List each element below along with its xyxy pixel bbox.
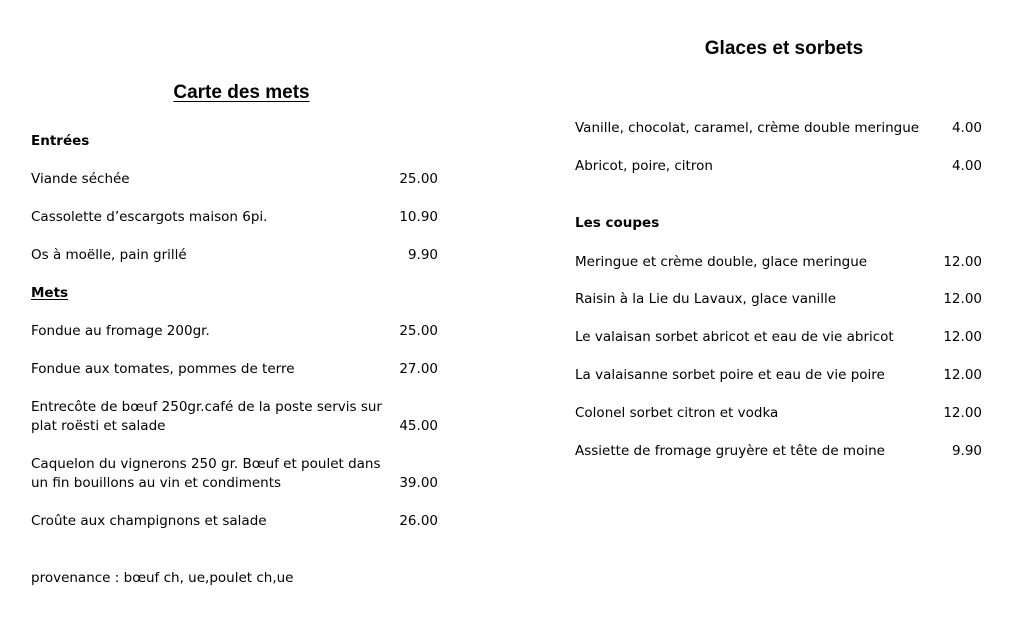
menu-item-name: Le valaisan sorbet abricot et eau de vie abricot	[575, 329, 894, 345]
section-heading-entrees: Entrées	[31, 133, 90, 149]
menu-item-price: 12.00	[943, 291, 982, 307]
menu-item-name: Caquelon du vignerons 250 gr. Bœuf et poulet dans un fin bouillons au vin et condiments	[31, 456, 381, 491]
menu-item-price: 9.90	[951, 443, 982, 459]
page-title-carte: Carte des mets	[173, 82, 310, 103]
menu-item	[575, 253, 982, 272]
section-heading-mets: Mets	[31, 285, 69, 301]
menu-item-name: Fondue au fromage 200gr.	[31, 323, 210, 339]
menu-item-price: 9.90	[407, 247, 438, 263]
menu-item	[31, 455, 438, 493]
menu-item	[31, 170, 438, 189]
menu-item-name: Fondue aux tomates, pommes de terre	[31, 361, 295, 377]
menu-item-name: Croûte aux champignons et salade	[31, 513, 267, 529]
menu-item-price: 45.00	[399, 418, 438, 434]
menu-item	[575, 157, 982, 176]
section-heading-coupes: Les coupes	[575, 215, 660, 231]
menu-item	[575, 366, 982, 385]
menu-item-price: 26.00	[399, 513, 438, 529]
menu-item-name: Os à moëlle, pain grillé	[31, 247, 187, 263]
menu-item-price: 12.00	[943, 254, 982, 270]
menu-item	[575, 119, 982, 138]
menu-item	[31, 246, 438, 265]
menu-item-price: 27.00	[399, 361, 438, 377]
menu-item	[31, 208, 438, 227]
menu-item	[575, 442, 982, 461]
menu-item-name: La valaisanne sorbet poire et eau de vie poire	[575, 367, 885, 383]
menu-item	[575, 404, 982, 423]
menu-item-price: 12.00	[943, 367, 982, 383]
menu-item-price: 25.00	[399, 323, 438, 339]
menu-item-price: 12.00	[943, 405, 982, 421]
menu-item	[31, 322, 438, 341]
menu-item	[31, 398, 438, 436]
menu-item-price: 12.00	[943, 329, 982, 345]
menu-item-price: 4.00	[951, 158, 982, 174]
menu-item-name: Entrecôte de bœuf 250gr.café de la poste servis sur plat roësti et salade	[31, 399, 382, 434]
menu-item-price: 4.00	[951, 120, 982, 136]
menu-item-price: 10.90	[399, 209, 438, 225]
menu-item-name: Abricot, poire, citron	[575, 158, 713, 174]
menu-item-price: 39.00	[399, 475, 438, 491]
provenance-note: provenance : bœuf ch, ue,poulet ch,ue	[31, 570, 294, 586]
menu-item	[31, 512, 438, 531]
menu-item-name: Colonel sorbet citron et vodka	[575, 405, 779, 421]
page-title-glaces: Glaces et sorbets	[704, 38, 864, 59]
menu-item-name: Meringue et crème double, glace meringue	[575, 254, 868, 270]
menu-item	[31, 360, 438, 379]
menu-item-name: Raisin à la Lie du Lavaux, glace vanille	[575, 291, 837, 307]
menu-item-name: Viande séchée	[31, 171, 130, 187]
menu-item-name: Assiette de fromage gruyère et tête de moine	[575, 443, 885, 459]
menu-item-name: Vanille, chocolat, caramel, crème double meringue	[575, 120, 920, 136]
menu-item-price: 25.00	[399, 171, 438, 187]
menu-item	[575, 290, 982, 309]
menu-item	[575, 328, 982, 347]
menu-item-name: Cassolette d’escargots maison 6pi.	[31, 209, 268, 225]
